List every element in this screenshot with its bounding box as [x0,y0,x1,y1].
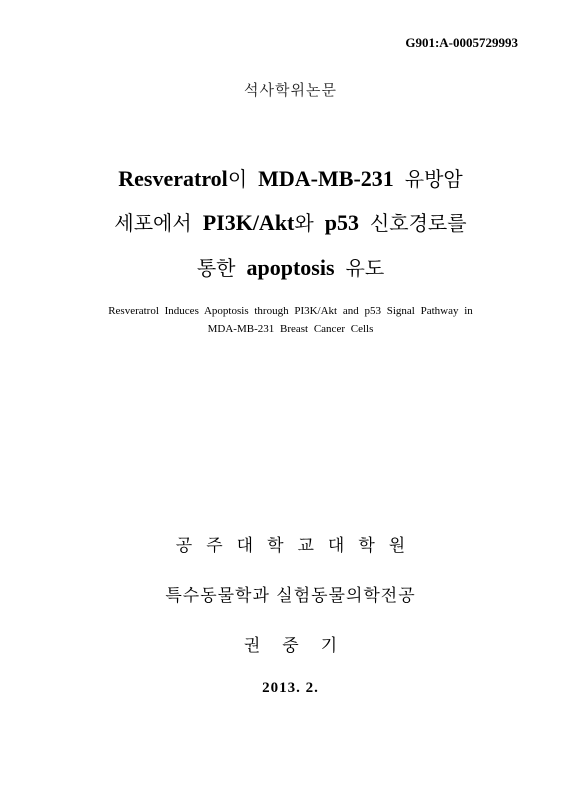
document-id: G901:A-0005729993 [405,35,518,50]
title-line-1-ko-1: 이 [227,167,248,191]
title-line-2-ko-3: 신호경로를 [369,211,467,235]
english-title [0,302,581,338]
english-title-line-2: MDA-MB-231 Breast Cancer Cells [207,323,374,335]
degree-type: 석사학위논문 [244,81,337,99]
submission-date: 2013. 2. [262,680,319,696]
title-line-2-ko-2: 와 [294,211,314,235]
title-line-2 [0,207,581,236]
title-line-1-ko-2: 유방암 [404,167,463,191]
title-line-2-ko-1: 세포에서 [114,211,192,235]
title-line-1-en-2: MDA-MB-231 [258,166,394,191]
author-name: 권중기 [243,636,360,656]
english-title-line-1: Resveratrol Induces Apoptosis through PI3K/Akt and p53 Signal Pathway in [108,305,473,317]
title-line-1-en-1: Resveratrol [118,166,228,191]
department-name: 특수동물학과 실험동물의학전공 [165,586,416,606]
title-line-3-ko-1: 통한 [196,256,236,280]
university-name: 공주대학교대학원 [175,536,420,556]
title-line-3-ko-2: 유도 [345,256,385,280]
title-line-3-en-1: apoptosis [246,255,335,280]
title-line-2-en-1: PI3K/Akt [202,210,295,235]
title-line-3 [0,252,581,281]
title-line-2-en-2: p53 [324,210,359,235]
title-line-1 [0,163,581,192]
